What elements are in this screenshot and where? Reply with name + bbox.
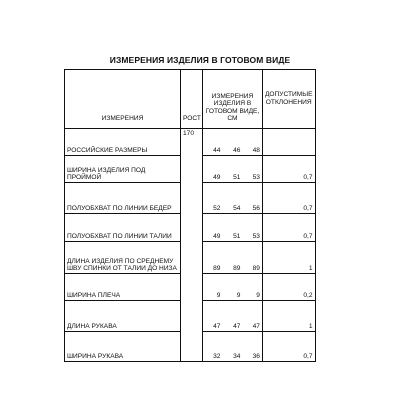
- size-value: 51: [222, 214, 242, 242]
- size-value: 32: [202, 332, 222, 362]
- row-name: ШИРИНА РУКАВА: [65, 332, 181, 362]
- tolerance-value: 0,7: [262, 332, 315, 362]
- size-value: 48: [242, 129, 262, 156]
- size-value: 52: [202, 183, 222, 214]
- table-title: ИЗМЕРЕНИЯ ИЗДЕЛИЯ В ГОТОВОМ ВИДЕ: [109, 55, 291, 65]
- row-name: ШИРИНА ПЛЕЧА: [65, 274, 181, 301]
- table-header-row: [65, 70, 316, 129]
- size-value: 44: [202, 129, 222, 156]
- size-value: 53: [242, 214, 262, 242]
- size-value: 53: [242, 156, 262, 183]
- tolerance-value: 0,2: [262, 274, 315, 301]
- header-measurements: ИЗМЕРЕНИЯ: [65, 70, 181, 129]
- tolerance-value: 0,7: [262, 214, 315, 242]
- row-name: РОССИЙСКИЕ РАЗМЕРЫ: [65, 129, 181, 156]
- height-value: 170: [181, 129, 203, 362]
- size-value: 47: [202, 301, 222, 332]
- size-value: 47: [222, 301, 242, 332]
- size-value: 51: [222, 156, 242, 183]
- size-value: 46: [222, 129, 242, 156]
- tolerance-value: [262, 129, 315, 156]
- size-value: 47: [242, 301, 262, 332]
- row-name: ШИРИНА ИЗДЕЛИЯ ПОД ПРОЙМОЙ: [65, 156, 181, 183]
- header-finished-measurements: ИЗМЕРЕНИЯ ИЗДЕЛИЯ В ГОТОВОМ ВИДЕ, СМ: [202, 70, 262, 129]
- tolerance-value: 0,7: [262, 183, 315, 214]
- header-height: РОСТ: [181, 70, 203, 129]
- size-value: 56: [242, 183, 262, 214]
- size-value: 9: [222, 274, 242, 301]
- tolerance-value: 1: [262, 242, 315, 274]
- size-value: 49: [202, 156, 222, 183]
- size-value: 9: [202, 274, 222, 301]
- row-name: ПОЛУОБХВАТ ПО ЛИНИИ БЕДЕР: [65, 183, 181, 214]
- size-value: 34: [222, 332, 242, 362]
- size-value: 89: [242, 242, 262, 274]
- header-tolerance: ДОПУСТИМЫЕ ОТКЛОНЕНИЯ: [262, 70, 315, 129]
- size-value: 89: [202, 242, 222, 274]
- size-value: 89: [222, 242, 242, 274]
- tolerance-value: 0,7: [262, 156, 315, 183]
- row-name: ДЛИНА РУКАВА: [65, 301, 181, 332]
- size-value: 49: [202, 214, 222, 242]
- size-table: [64, 69, 316, 362]
- row-name: ПОЛУОБХВАТ ПО ЛИНИИ ТАЛИИ: [65, 214, 181, 242]
- size-value: 36: [242, 332, 262, 362]
- size-value: 54: [222, 183, 242, 214]
- tolerance-value: 1: [262, 301, 315, 332]
- size-value: 9: [242, 274, 262, 301]
- table-row: [65, 129, 316, 156]
- row-name: ДЛИНА ИЗДЕЛИЯ ПО СРЕДНЕМУ ШВУ СПИНКИ ОТ ТАЛИИ ДО НИЗА: [65, 242, 181, 274]
